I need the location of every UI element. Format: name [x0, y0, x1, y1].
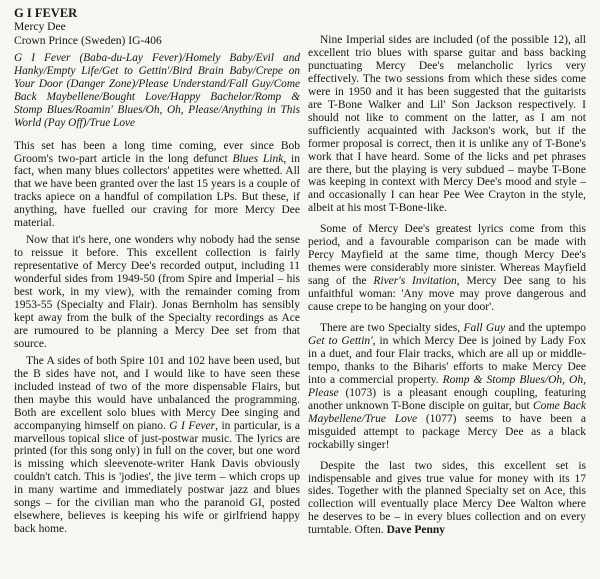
song-title: Get to Gettin' — [308, 334, 373, 347]
text-run: This set has been a long time coming, ever since Bob Groom's two-part article in the long defunct — [14, 139, 300, 165]
text-run: , in fact, when many blues collectors' appetites were whetted. All that we have been granted over the last 15 years is a couple of tracks apiece on a handful of compilation LPs. But these, if anything, have fuelled our craving for more Mercy Dee material. — [14, 152, 300, 230]
text-run: There are two Specialty sides, — [320, 322, 464, 335]
paragraph-specialty — [308, 322, 586, 452]
text-run: Some of Mercy Dee's greatest lyrics come from this period, and a favourable comparison can be made with Percy Mayfield at the same time, though Mercy Dee's themes were considerably more sinister. Whereas Mayfield sang of the — [308, 223, 586, 288]
song-title: River's Invitation — [373, 275, 457, 288]
song-title: G I Fever — [169, 419, 216, 432]
song-title: Come Back Maybellene/True Love — [308, 399, 586, 425]
tracklist: G I Fever (Baba-du-Lay Fever)/Homely Baby/Evil and Hanky/Empty Life/Get to Gettin'/Bird Brain Baby/Crepe on Your Door (Danger Zone)/Please Understand/Fall Guy/Come Back Maybellene/Bought Love/Happy Bachelor/Romp & Stomp Blues/Roamin' Blues/Oh, Oh, Please/Anything in This World (Pay Off)/True Love — [14, 52, 300, 130]
paragraph-spire — [14, 355, 300, 536]
record-label: Crown Prince (Sweden) IG-406 — [14, 33, 162, 47]
text-run: and the uptempo — [505, 322, 586, 335]
publication-title: Blues Link — [232, 152, 284, 165]
paragraph-conclusion — [308, 460, 586, 538]
paragraph-lyrics — [308, 223, 586, 314]
author-name: Dave Penny — [386, 524, 446, 537]
right-column — [308, 6, 586, 537]
paragraph-imperial: Nine Imperial sides are included (of the possible 12), all excellent trio blues with sparse guitar and bass backing punctuating Mercy Dee's melancholic lyrics very effectively. The two sessions from which these sides come were in 1950 and it has been suggested that the guitarists are T-Bone Walker and Lil' Son Jackson respectively. I should not like to comment on the latter, as I am not sufficiently acquainted with Jackson's work, but if the former proposal is correct, then it is unlike any of T-Bone's work that I have heard. Some of the licks and pet phrases are there, but the playing is very subdued – maybe T-Bone was keeping in context with Mercy Dee's mood and style – and occasionally I can hear Pee Wee Crayton in the style, albeit at his most T-Bone-like. — [308, 34, 586, 215]
text-run: Despite the last two sides, this excellent set is indispensable and gives true value for money with its 17 sides. Together with the planned Specialty set on Ace, this collection will eventually place Mercy Dee Walton where he deserves to be – in every blues collection and on every turntable. Often. — [308, 459, 586, 537]
paragraph-reissue: Now that it's here, one wonders why nobody had the sense to reissue it before. This excellent collection is fairly representative of Mercy Dee's recorded output, including 11 wonderful sides from 1949-50 (from Spire and Imperial – his best work, in my view), with the remainder coming from 1953-55 (Specialty and Flair). Jonas Bernholm has sensibly kept away from the bulk of the Specialty recordings as Ace are rumoured to be planning a Mercy Dee set from that source. — [14, 234, 300, 350]
album-title: G I FEVER — [14, 6, 78, 20]
song-title: Romp & Stomp Blues/Oh, Oh, Please — [308, 373, 586, 399]
text-run: , Mercy Dee sang to his unfaithful woman: 'Any move may prove dangerous and cause crepe to be hanging on your door'. — [308, 275, 586, 314]
review-columns — [14, 6, 586, 537]
left-column — [14, 6, 300, 537]
artist-name: Mercy Dee — [14, 20, 66, 33]
paragraph-intro — [14, 140, 300, 231]
text-run: (1073) is a pleasant enough coupling, featuring another unknown T-Bone disciple on guitar, but — [308, 386, 586, 412]
text-run: (1077) seems to have been a misguided attempt to package Mercy Dee as a black rockabilly singer! — [308, 412, 586, 451]
text-run: , in which Mercy Dee is joined by Lady Fox in a duet, and four Flair tracks, which are all up or middle-tempo, thanks to the Biharis' efforts to make Mercy Dee into a commercial property. — [308, 334, 586, 386]
song-title: Fall Guy — [463, 322, 506, 335]
text-run: The A sides of both Spire 101 and 102 have been used, but the B sides have not, and I would like to have seen these included instead of two of the more dispensable Flairs, but then maybe this would have unbalanced the programming. Both are excellent solo blues with Mercy Dee singing and accompanying himself on piano. — [14, 354, 300, 432]
text-run: , in particular, is a marvellous topical slice of just-postwar music. The lyrics are printed (for this song only) in full on the cover, but one word is missing which sleevenote-writer Hank Davis obviously couldn't catch. This is 'jodies', the jive term – which crops up in many wartime and immediately postwar jazz and blues songs – for the civilian man who the paranoid GI, posted elsewhere, believes is keeping his wife or girlfriend happy back home. — [14, 419, 301, 536]
